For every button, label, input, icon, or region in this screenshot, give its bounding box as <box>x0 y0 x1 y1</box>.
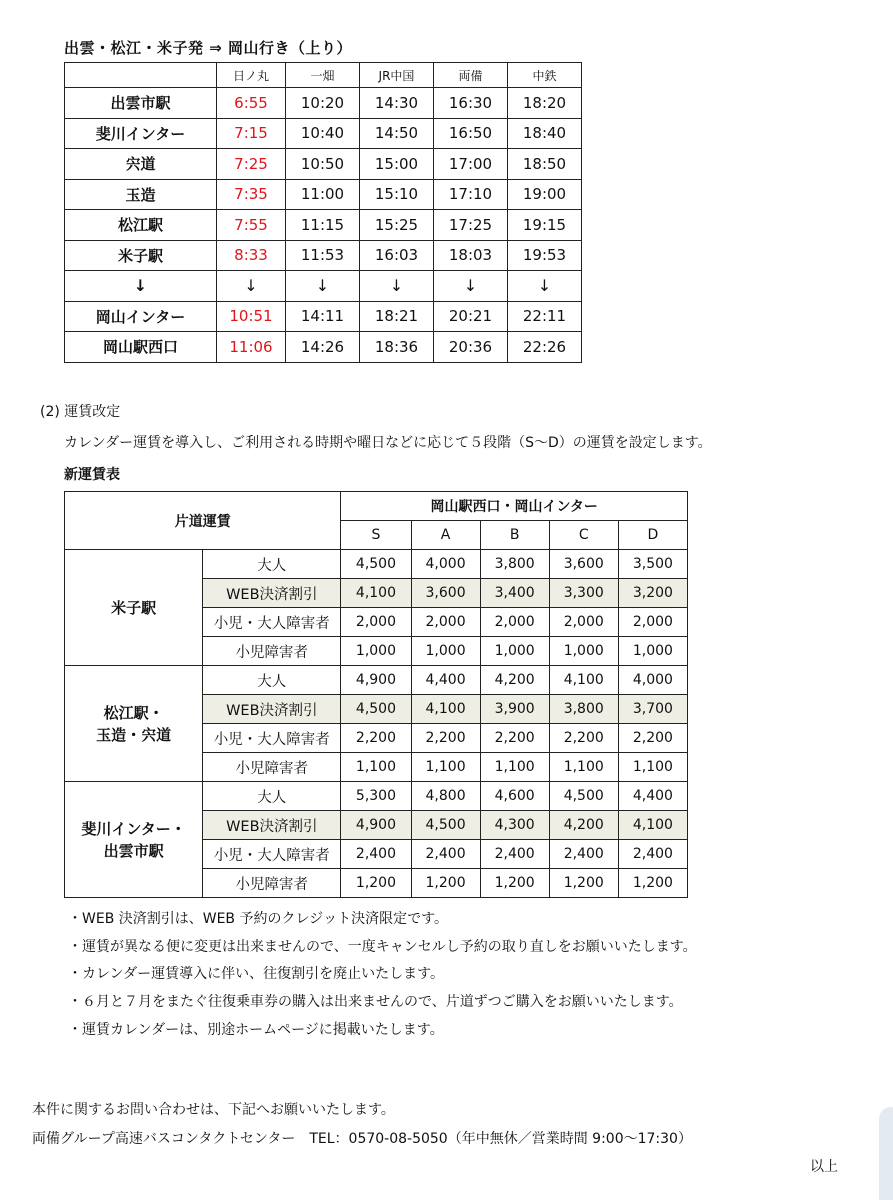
fare-value: 2,000 <box>341 608 411 637</box>
origin-line: 松江駅・ <box>103 703 164 722</box>
fare-corner-label: 片道運賃 <box>65 492 341 550</box>
notes-list <box>68 906 697 1045</box>
fare-value: 2,400 <box>618 840 687 869</box>
fare-value: 3,400 <box>480 579 549 608</box>
fare-row <box>65 550 688 579</box>
departure-time: 14:30 <box>360 88 434 119</box>
departure-time: 8:33 <box>217 240 286 271</box>
departure-time: 11:00 <box>286 179 360 210</box>
departure-time: ↓ <box>217 271 286 302</box>
departure-time: 11:06 <box>217 332 286 363</box>
fare-value: 1,100 <box>618 753 687 782</box>
departure-time: 11:15 <box>286 210 360 241</box>
origin-line: 出雲市駅 <box>103 841 164 860</box>
fare-value: 2,200 <box>341 724 411 753</box>
origin-group <box>65 782 203 898</box>
passenger-type: 大人 <box>203 550 341 579</box>
operator-header: 日ノ丸 <box>217 63 286 88</box>
fare-value: 4,600 <box>480 782 549 811</box>
fare-value: 3,900 <box>480 695 549 724</box>
fare-value: 4,100 <box>549 666 618 695</box>
departure-time: 10:51 <box>217 301 286 332</box>
stop-name: 出雲市駅 <box>65 88 217 119</box>
departure-time: 10:40 <box>286 118 360 149</box>
fare-value: 4,800 <box>411 782 480 811</box>
passenger-type: 小児障害者 <box>203 637 341 666</box>
fare-table-title: 新運賃表 <box>64 467 120 483</box>
fare-value: 1,200 <box>411 869 480 898</box>
fare-value: 1,000 <box>341 637 411 666</box>
fare-value: 4,900 <box>341 811 411 840</box>
origin-line: 斐川インター・ <box>81 819 186 838</box>
fare-value: 4,100 <box>411 695 480 724</box>
timetable-row <box>65 149 582 180</box>
departure-time: 18:36 <box>360 332 434 363</box>
stop-name: 松江駅 <box>65 210 217 241</box>
departure-time: ↓ <box>508 271 582 302</box>
inquiry-text: 本件に関するお問い合わせは、下記へお願いいたします。 <box>32 1102 395 1118</box>
fare-value: 4,500 <box>549 782 618 811</box>
departure-time: 6:55 <box>217 88 286 119</box>
fare-destination-header: 岡山駅西口・岡山インター <box>341 492 688 521</box>
departure-time: ↓ <box>434 271 508 302</box>
departure-time: 16:50 <box>434 118 508 149</box>
fare-value: 4,100 <box>341 579 411 608</box>
fare-value: 1,100 <box>480 753 549 782</box>
fare-value: 4,400 <box>618 782 687 811</box>
fare-value: 2,200 <box>549 724 618 753</box>
fare-section-heading: (2) 運賃改定 <box>40 404 121 420</box>
departure-time: 19:00 <box>508 179 582 210</box>
fare-value: 2,000 <box>549 608 618 637</box>
departure-time: 14:50 <box>360 118 434 149</box>
fare-value: 1,100 <box>549 753 618 782</box>
departure-time: 18:20 <box>508 88 582 119</box>
departure-time: 17:10 <box>434 179 508 210</box>
note-item: ・運賃カレンダーは、別途ホームページに掲載いたします。 <box>68 1021 444 1038</box>
operator-header: 中鉄 <box>508 63 582 88</box>
fare-row <box>65 666 688 695</box>
fare-row <box>65 782 688 811</box>
operator-header: 両備 <box>434 63 508 88</box>
timetable-row <box>65 301 582 332</box>
departure-time: 18:21 <box>360 301 434 332</box>
fare-value: 4,500 <box>341 695 411 724</box>
note-item: ・運賃が異なる便に変更は出来ませんので、一度キャンセルし予約の取り直しをお願いいたします。 <box>68 938 697 955</box>
departure-time: 17:00 <box>434 149 508 180</box>
departure-time: 15:00 <box>360 149 434 180</box>
fare-value: 2,000 <box>480 608 549 637</box>
fare-value: 1,100 <box>411 753 480 782</box>
timetable-corner <box>65 63 217 88</box>
operator-header: JR中国 <box>360 63 434 88</box>
fare-value: 1,100 <box>341 753 411 782</box>
fare-value: 1,200 <box>618 869 687 898</box>
fare-value: 2,200 <box>480 724 549 753</box>
note-item: ・カレンダー運賃導入に伴い、往復割引を廃止いたします。 <box>68 966 444 983</box>
departure-time: 22:11 <box>508 301 582 332</box>
fare-value: 4,100 <box>618 811 687 840</box>
timetable-row <box>65 118 582 149</box>
origin-line: 玉造・宍道 <box>96 725 172 744</box>
stop-name: 斐川インター <box>65 118 217 149</box>
fare-value: 1,000 <box>618 637 687 666</box>
fare-value: 3,600 <box>549 550 618 579</box>
stop-name: 宍道 <box>65 149 217 180</box>
passenger-type: WEB決済割引 <box>203 695 341 724</box>
fare-value: 2,000 <box>618 608 687 637</box>
timetable-row <box>65 210 582 241</box>
departure-time: 15:25 <box>360 210 434 241</box>
fare-value: 2,200 <box>618 724 687 753</box>
timetable-row <box>65 179 582 210</box>
departure-time: 14:11 <box>286 301 360 332</box>
operator-header: 一畑 <box>286 63 360 88</box>
fare-value: 1,200 <box>549 869 618 898</box>
fare-value: 2,400 <box>411 840 480 869</box>
passenger-type: 大人 <box>203 666 341 695</box>
origin-line: 米子駅 <box>111 598 157 617</box>
grade-header: D <box>618 521 687 550</box>
stop-name: ↓ <box>65 271 217 302</box>
grade-header: S <box>341 521 411 550</box>
stop-name: 玉造 <box>65 179 217 210</box>
contact-info: 両備グループ高速バスコンタクトセンター TEL：0570-08-5050（年中無休／営業時間 9:00〜17:30） <box>32 1131 692 1147</box>
grade-header: B <box>480 521 549 550</box>
note-item: ・WEB 決済割引は、WEB 予約のクレジット決済限定です。 <box>68 911 449 927</box>
schedule-title: 出雲・松江・米子発 ⇒ 岡山行き（上り） <box>64 39 353 57</box>
passenger-type: 小児・大人障害者 <box>203 724 341 753</box>
departure-time: 20:21 <box>434 301 508 332</box>
fare-value: 4,000 <box>411 550 480 579</box>
departure-time: 7:55 <box>217 210 286 241</box>
departure-time: 10:50 <box>286 149 360 180</box>
fare-value: 4,200 <box>480 666 549 695</box>
timetable-row <box>65 271 582 302</box>
passenger-type: 小児・大人障害者 <box>203 840 341 869</box>
fare-value: 1,200 <box>341 869 411 898</box>
fare-value: 3,600 <box>411 579 480 608</box>
passenger-type: 小児・大人障害者 <box>203 608 341 637</box>
passenger-type: 小児障害者 <box>203 753 341 782</box>
timetable <box>64 62 582 363</box>
departure-time: 14:26 <box>286 332 360 363</box>
timetable-header-row <box>65 63 582 88</box>
fare-value: 2,200 <box>411 724 480 753</box>
side-panel-edge[interactable] <box>879 1107 893 1200</box>
departure-time: 18:50 <box>508 149 582 180</box>
departure-time: 22:26 <box>508 332 582 363</box>
departure-time: 7:25 <box>217 149 286 180</box>
departure-time: 16:03 <box>360 240 434 271</box>
fare-value: 1,200 <box>480 869 549 898</box>
timetable-row <box>65 240 582 271</box>
note-item: ・６月と７月をまたぐ往復乗車券の購入は出来ませんので、片道ずつご購入をお願いいたします。 <box>68 994 683 1011</box>
fare-header-row <box>65 492 688 521</box>
fare-value: 2,400 <box>480 840 549 869</box>
origin-group <box>65 666 203 782</box>
origin-group <box>65 550 203 666</box>
departure-time: 10:20 <box>286 88 360 119</box>
fare-value: 1,000 <box>549 637 618 666</box>
stop-name: 岡山インター <box>65 301 217 332</box>
fare-value: 4,300 <box>480 811 549 840</box>
fare-value: 3,200 <box>618 579 687 608</box>
grade-header: C <box>549 521 618 550</box>
fare-value: 3,800 <box>480 550 549 579</box>
fare-value: 4,200 <box>549 811 618 840</box>
departure-time: 19:53 <box>508 240 582 271</box>
timetable-row <box>65 332 582 363</box>
fare-value: 2,400 <box>549 840 618 869</box>
fare-value: 5,300 <box>341 782 411 811</box>
departure-time: 19:15 <box>508 210 582 241</box>
fare-value: 1,000 <box>411 637 480 666</box>
closing-text: 以上 <box>810 1159 838 1175</box>
departure-time: 18:40 <box>508 118 582 149</box>
departure-time: 20:36 <box>434 332 508 363</box>
fare-value: 3,800 <box>549 695 618 724</box>
fare-value: 2,400 <box>341 840 411 869</box>
passenger-type: 小児障害者 <box>203 869 341 898</box>
fare-table <box>64 491 688 898</box>
passenger-type: WEB決済割引 <box>203 811 341 840</box>
stop-name: 米子駅 <box>65 240 217 271</box>
departure-time: 17:25 <box>434 210 508 241</box>
fare-value: 4,400 <box>411 666 480 695</box>
fare-value: 4,900 <box>341 666 411 695</box>
departure-time: 11:53 <box>286 240 360 271</box>
fare-section-description: カレンダー運賃を導入し、ご利用される時期や曜日などに応じて５段階（S〜D）の運賃を設定します。 <box>64 435 712 451</box>
fare-value: 1,000 <box>480 637 549 666</box>
timetable-row <box>65 88 582 119</box>
departure-time: 15:10 <box>360 179 434 210</box>
departure-time: 7:35 <box>217 179 286 210</box>
departure-time: 7:15 <box>217 118 286 149</box>
fare-value: 4,000 <box>618 666 687 695</box>
departure-time: ↓ <box>360 271 434 302</box>
departure-time: ↓ <box>286 271 360 302</box>
grade-header: A <box>411 521 480 550</box>
fare-value: 4,500 <box>411 811 480 840</box>
fare-value: 3,700 <box>618 695 687 724</box>
passenger-type: WEB決済割引 <box>203 579 341 608</box>
departure-time: 18:03 <box>434 240 508 271</box>
fare-value: 2,000 <box>411 608 480 637</box>
stop-name: 岡山駅西口 <box>65 332 217 363</box>
fare-value: 3,500 <box>618 550 687 579</box>
departure-time: 16:30 <box>434 88 508 119</box>
fare-value: 3,300 <box>549 579 618 608</box>
passenger-type: 大人 <box>203 782 341 811</box>
fare-value: 4,500 <box>341 550 411 579</box>
